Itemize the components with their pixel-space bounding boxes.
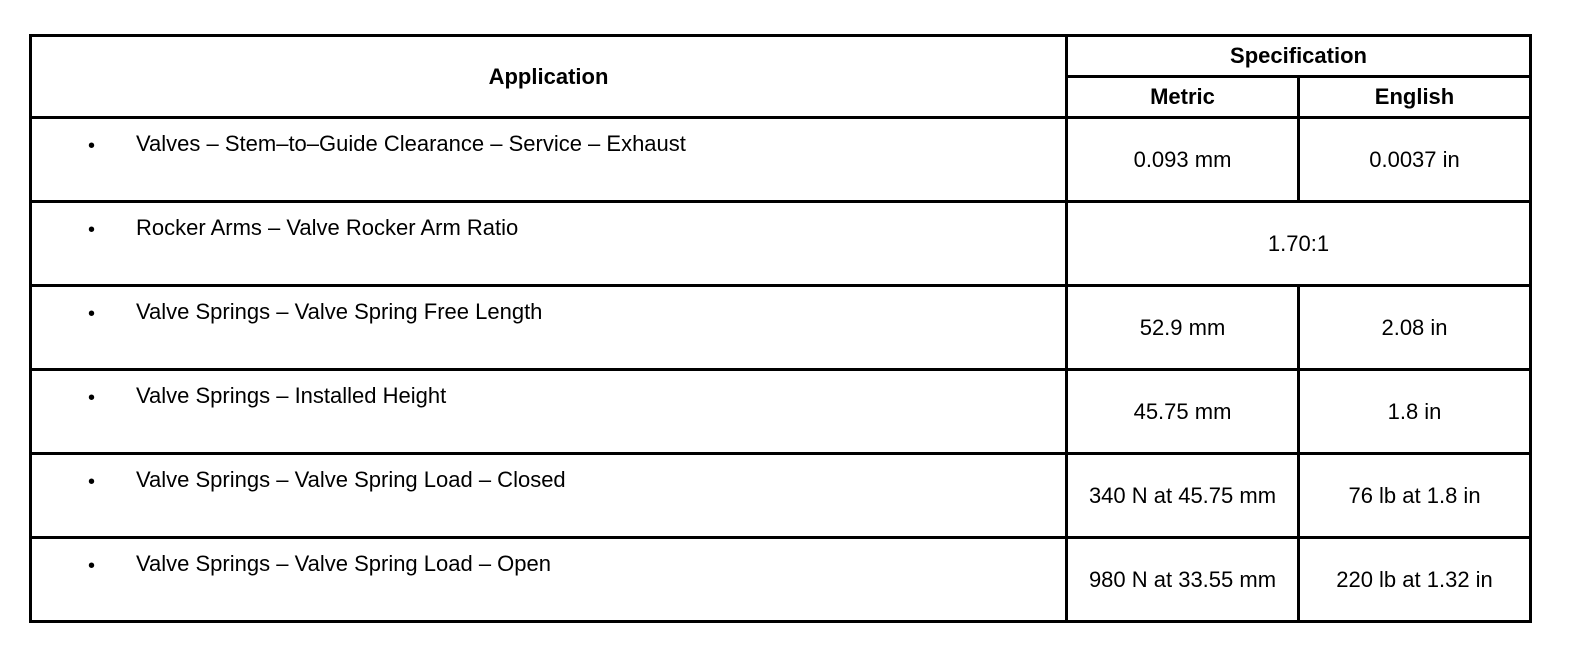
bullet-icon: • <box>88 471 96 493</box>
application-text: Valve Springs – Valve Spring Load – Closed <box>136 467 566 492</box>
application-text: Valve Springs – Installed Height <box>136 383 447 408</box>
application-text: Valve Springs – Valve Spring Load – Open <box>136 551 552 576</box>
metric-value: 45.75 mm <box>1067 370 1299 454</box>
metric-header: Metric <box>1067 77 1299 118</box>
specification-header: Specification <box>1067 36 1531 77</box>
english-header: English <box>1299 77 1531 118</box>
table-row <box>31 538 1531 622</box>
bullet-icon: • <box>88 303 96 325</box>
english-value: 0.0037 in <box>1299 118 1531 202</box>
table-row <box>31 286 1531 370</box>
metric-value: 0.093 mm <box>1067 118 1299 202</box>
bullet-icon: • <box>88 135 96 157</box>
metric-value: 52.9 mm <box>1067 286 1299 370</box>
english-value: 2.08 in <box>1299 286 1531 370</box>
bullet-icon: • <box>88 555 96 577</box>
english-value: 1.8 in <box>1299 370 1531 454</box>
specification-table <box>29 34 1532 623</box>
application-text: Valve Springs – Valve Spring Free Length <box>136 299 543 324</box>
metric-value: 340 N at 45.75 mm <box>1067 454 1299 538</box>
bullet-icon: • <box>88 219 96 241</box>
header-row-top <box>31 36 1531 77</box>
application-cell <box>31 454 1067 538</box>
english-value: 76 lb at 1.8 in <box>1299 454 1531 538</box>
application-header: Application <box>31 36 1067 118</box>
application-cell <box>31 370 1067 454</box>
application-cell <box>31 118 1067 202</box>
application-cell <box>31 286 1067 370</box>
table-row <box>31 370 1531 454</box>
table-row <box>31 454 1531 538</box>
table-row <box>31 202 1531 286</box>
bullet-icon: • <box>88 387 96 409</box>
metric-value: 980 N at 33.55 mm <box>1067 538 1299 622</box>
english-value: 220 lb at 1.32 in <box>1299 538 1531 622</box>
application-cell <box>31 538 1067 622</box>
table-row <box>31 118 1531 202</box>
ratio-value: 1.70:1 <box>1067 202 1531 286</box>
application-text: Valves – Stem–to–Guide Clearance – Service – Exhaust <box>136 131 686 156</box>
application-text: Rocker Arms – Valve Rocker Arm Ratio <box>136 215 519 240</box>
application-cell <box>31 202 1067 286</box>
